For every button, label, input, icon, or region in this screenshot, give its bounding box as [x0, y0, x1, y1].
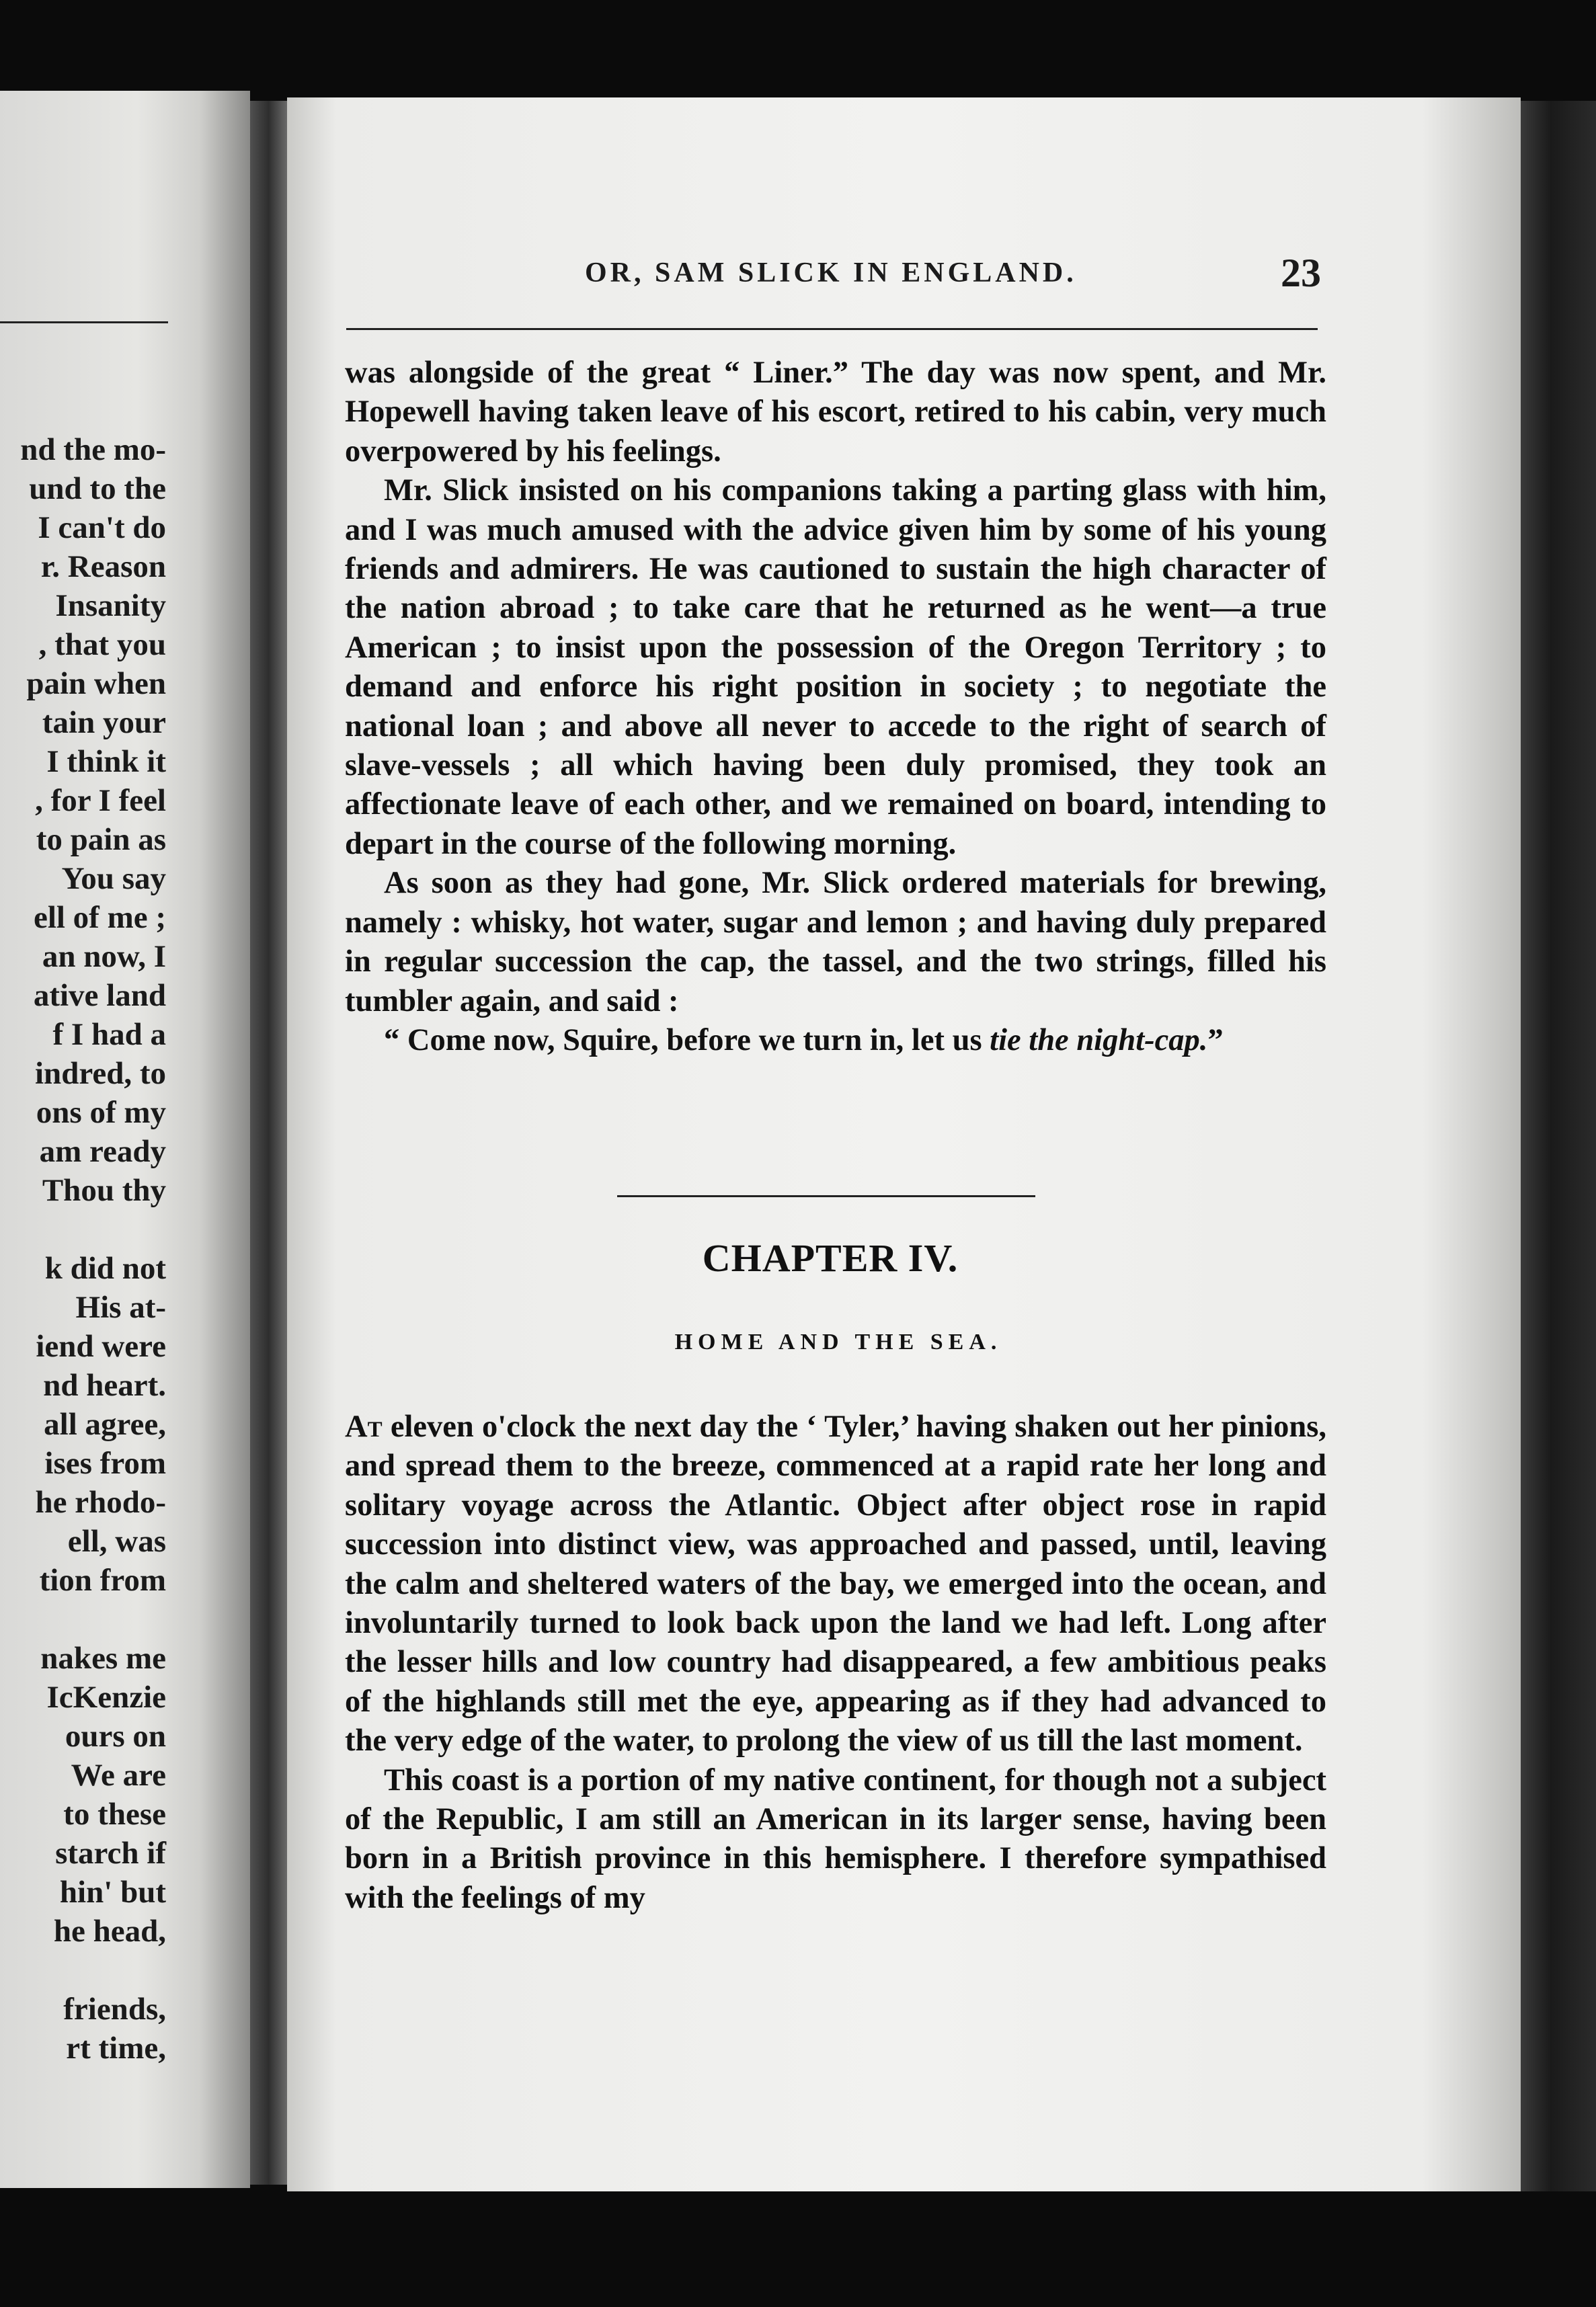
left-page-line: all agree,: [44, 1407, 166, 1442]
left-page-line: f I had a: [52, 1017, 166, 1052]
opening-words: At: [345, 1410, 383, 1444]
left-page-line: ative land: [33, 978, 166, 1013]
left-page-line: r. Reason: [40, 549, 166, 584]
left-page-line: ell of me ;: [33, 900, 166, 935]
left-page-line: ises from: [44, 1446, 166, 1481]
running-head: OR, SAM SLICK IN ENGLAND.: [585, 257, 1077, 288]
quote-close: ”: [1207, 1022, 1224, 1057]
paragraph: This coast is a portion of my native continent, for though not a subject of the Republic, I am still an American in its larger sense, having been born in a British province in this hemisphere. I therefore sympathised with the feelings of my: [345, 1763, 1326, 1915]
left-page: [0, 91, 250, 2188]
left-page-line: pain when: [26, 666, 166, 701]
left-page-line: iend were: [36, 1329, 166, 1364]
paragraph: Mr. Slick insisted on his companions taking a parting glass with him, and I was much amused with the advice given him by some of his young friends and admirers. He was cautioned to sustain the high character of the nation abroad ; to take care that he returned as he went—a true American ; to insist upon the possession of the Oregon Territory ; to demand and enforce his right position in society ; to negotiate the national loan ; and above all never to accede to the right of search of slave-vessels ; all which having been duly promised, they took an affectionate leave of each other, and we remained on board, intending to depart in the course of the following morning.: [345, 473, 1326, 861]
left-page-line: We are: [71, 1758, 166, 1793]
left-page-line: friends,: [63, 1992, 166, 2027]
book-gutter: [250, 101, 287, 2185]
left-page-line: [20, 1951, 166, 1990]
left-page-line: , for I feel: [35, 783, 166, 818]
paragraph: [345, 1021, 1326, 1060]
page-number: 23: [1281, 251, 1321, 295]
left-page-line: I think it: [46, 744, 166, 779]
left-page-line: rt time,: [66, 2031, 166, 2066]
left-page-line: Insanity: [55, 588, 166, 623]
left-page-line: [20, 1600, 166, 1639]
left-page-line: an now, I: [42, 939, 166, 974]
left-page-line: he rhodo-: [35, 1485, 166, 1520]
left-page-rule: [0, 321, 168, 323]
left-page-line: am ready: [39, 1134, 166, 1169]
header-rule: [346, 328, 1318, 330]
chapter-subtitle: HOME AND THE SEA.: [674, 1330, 1002, 1354]
left-page-line: tion from: [39, 1563, 166, 1598]
left-page-line: , that you: [38, 627, 166, 662]
section-text-top: [345, 354, 1326, 1060]
chapter-title: CHAPTER IV.: [702, 1236, 959, 1280]
left-page-line: IcKenzie: [46, 1680, 166, 1715]
paragraph: [345, 1408, 1326, 1761]
left-page-line: k did not: [44, 1251, 166, 1286]
emphasis-text: tie the night-cap.: [990, 1022, 1208, 1057]
left-page-line: I can't do: [38, 510, 166, 545]
chapter-divider: [617, 1195, 1035, 1197]
left-page-line: to these: [63, 1797, 166, 1832]
paragraph: was alongside of the great “ Liner.” The day was now spent, and Mr. Hopewell having taken leave of his escort, retired to his cabin, very much overpowered by his feelings.: [345, 356, 1326, 469]
quote-text: “ Come now, Squire, before we turn in, let us: [384, 1022, 990, 1057]
left-page-line: he head,: [53, 1914, 166, 1949]
left-page-line: tain your: [42, 705, 166, 740]
page-edge: [1521, 101, 1596, 2191]
left-page-line: und to the: [29, 471, 166, 506]
left-page-line: You say: [61, 861, 166, 896]
left-page-line: ours on: [65, 1719, 166, 1754]
left-page-line: His at-: [75, 1290, 166, 1325]
left-page-line: nd the mo-: [20, 432, 166, 467]
left-page-line: Thou thy: [42, 1173, 166, 1208]
left-page-line: indred, to: [35, 1056, 166, 1091]
left-page-line: nd heart.: [43, 1368, 166, 1403]
paragraph-text: eleven o'clock the next day the ‘ Tyler,’ having shaken out her pinions, and spread them to the breeze, commenced at a rapid rate her long and solitary voyage across the Atlantic. Object after object rose in rapid succession into distinct view, was approached and passed, until, leaving the calm and sheltered waters of the bay, we emerged into the ocean, and involuntarily turned to look back upon the land we had left. Long after the lesser hills and low country had disappeared, a few ambitious peaks of the highlands still met the eye, appearing as if they had advanced to the very edge of the water, to prolong the view of us till the last moment.: [345, 1410, 1326, 1758]
left-page-line: starch if: [55, 1836, 166, 1871]
paragraph: As soon as they had gone, Mr. Slick ordered materials for brewing, namely : whisky, hot water, sugar and lemon ; and having duly prepared in regular succession the cap, the tassel, and the two strings, filled his tumbler again, and said :: [345, 866, 1326, 1018]
left-page-line: to pain as: [36, 822, 166, 857]
left-page-line: ons of my: [36, 1095, 166, 1130]
left-page-line: hin' but: [59, 1875, 166, 1910]
left-page-line: ell, was: [67, 1524, 166, 1559]
section-text-bottom: [345, 1408, 1326, 1918]
left-page-line: nakes me: [40, 1641, 166, 1676]
